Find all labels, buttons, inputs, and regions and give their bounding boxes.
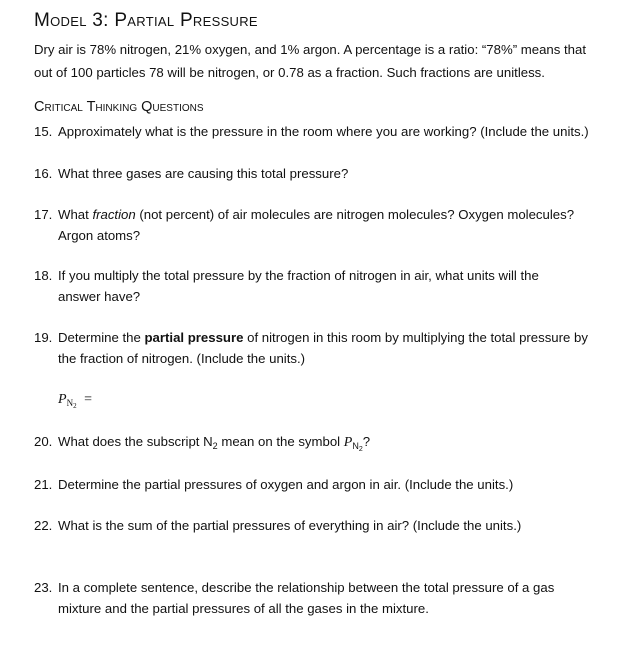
section-heading: Critical Thinking Questions <box>34 99 204 115</box>
question-text-pre: Determine the <box>58 330 145 345</box>
question-text-emphasis: fraction <box>92 207 136 222</box>
question-text: What three gases are causing this total pressure? <box>58 166 349 181</box>
question-15 <box>34 121 619 142</box>
symbol-subscript: N2 <box>352 441 363 453</box>
question-text-post: of nitrogen in this room by multiplying the total pressure by <box>243 330 588 345</box>
question-number: 20. <box>34 434 53 449</box>
question-number: 19. <box>34 330 53 345</box>
equation-subscript: N2 <box>66 398 77 410</box>
partial-pressure-term: partial pressure <box>144 330 244 345</box>
question-text-pre: What <box>58 207 93 222</box>
question-text: If you multiply the total pressure by the fraction of nitrogen in air, what units will the <box>58 268 539 283</box>
question-number: 18. <box>34 268 53 283</box>
question-text: Determine the partial pressures of oxygen and argon in air. (Include the units.) <box>58 477 514 492</box>
equation-equals: = <box>84 392 92 407</box>
partial-pressure-equation <box>58 392 92 410</box>
question-text: What is the sum of the partial pressures of everything in air? (Include the units.) <box>58 518 522 533</box>
question-21 <box>34 474 619 495</box>
question-22 <box>34 515 619 536</box>
question-text-post: (not percent) of air molecules are nitrogen molecules? Oxygen molecules? <box>135 207 575 222</box>
question-text-mid: mean on the symbol <box>217 434 344 449</box>
equation-symbol: P <box>58 392 67 407</box>
question-17 <box>34 204 619 246</box>
question-number: 15. <box>34 124 53 139</box>
question-number: 21. <box>34 477 53 492</box>
subscript-2: 2 <box>212 441 218 451</box>
question-16 <box>34 163 619 184</box>
question-text: Approximately what is the pressure in the room where you are working? (Include the units.) <box>58 124 589 139</box>
page-title: Model 3: Partial Pressure <box>34 10 258 31</box>
question-number: 16. <box>34 166 53 181</box>
question-text-line-2: Argon atoms? <box>58 228 141 243</box>
question-18 <box>34 265 619 307</box>
question-number: 17. <box>34 207 53 222</box>
question-number: 23. <box>34 580 53 595</box>
question-23 <box>34 577 619 619</box>
question-text-end: ? <box>362 434 371 449</box>
question-19 <box>34 327 619 369</box>
question-20 <box>34 431 619 460</box>
question-text-line-2: answer have? <box>58 289 141 304</box>
symbol-p: P <box>343 435 353 450</box>
question-text-pre: What does the subscript N <box>58 434 213 449</box>
question-text-line-2: the fraction of nitrogen. (Include the units.) <box>58 351 306 366</box>
question-text: In a complete sentence, describe the relationship between the total pressure of a gas <box>58 580 555 595</box>
question-text-line-2: mixture and the partial pressures of all the gases in the mixture. <box>58 601 429 616</box>
intro-line-1: Dry air is 78% nitrogen, 21% oxygen, and 1% argon. A percentage is a ratio: “78%” means that <box>34 42 586 57</box>
intro-line-2: out of 100 particles 78 will be nitrogen, or 0.78 as a fraction. Such fractions are unitless. <box>34 65 545 80</box>
question-number: 22. <box>34 518 53 533</box>
